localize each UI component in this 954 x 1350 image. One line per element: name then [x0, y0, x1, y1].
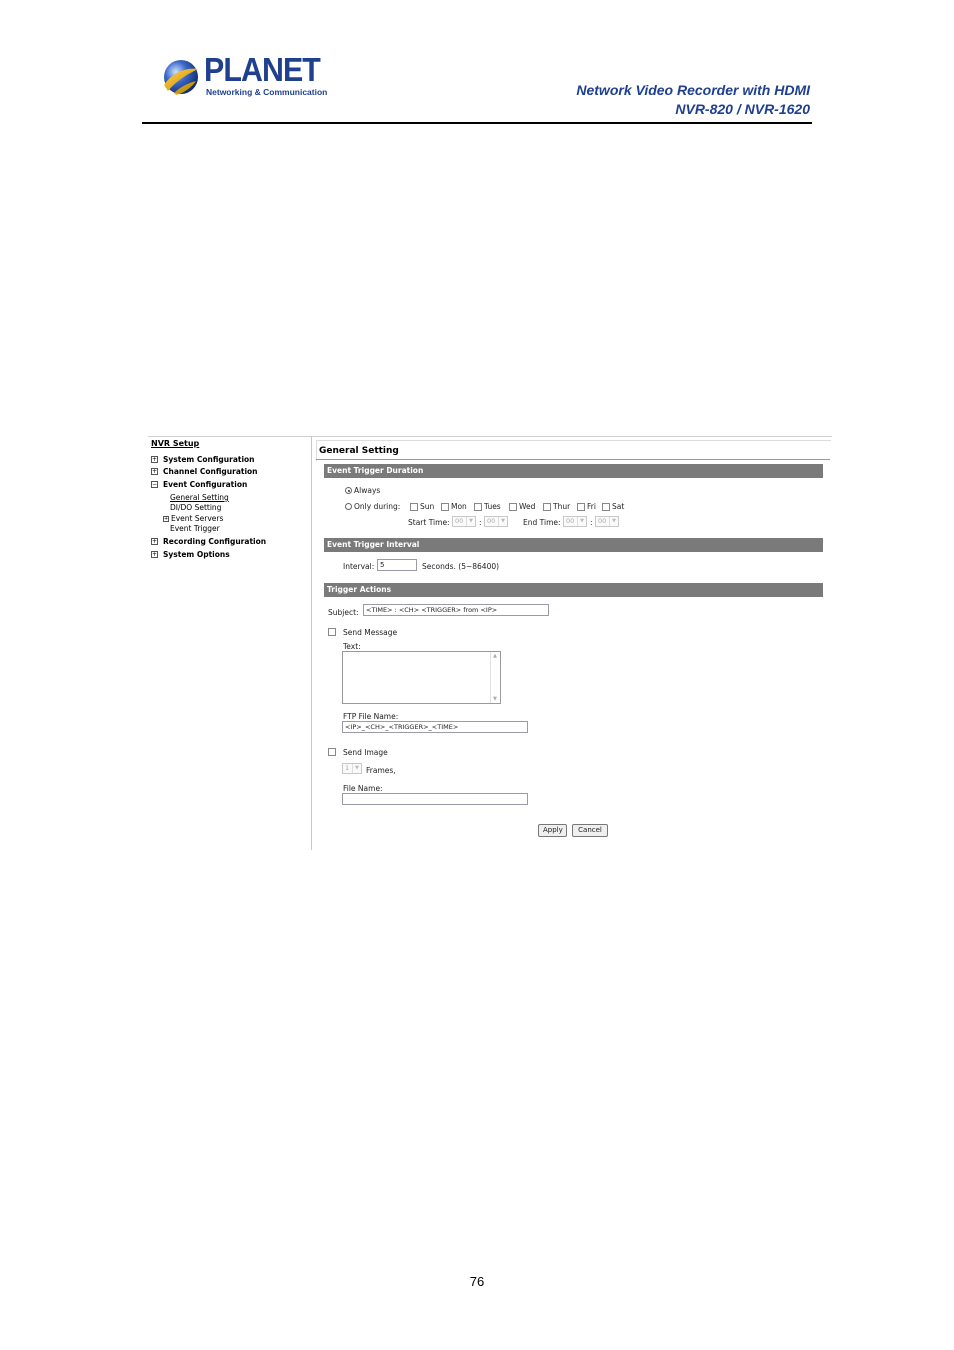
sidebar-item-label: System Options: [163, 550, 230, 559]
ftp-file-name-input[interactable]: <IP>_<CH>_<TRIGGER>_<TIME>: [342, 721, 528, 733]
end-minute-select[interactable]: 00 ▼: [595, 516, 619, 527]
day-checkbox-wed[interactable]: [509, 503, 517, 511]
logo-word: PLANET: [204, 51, 320, 88]
ftp-file-name-label: FTP File Name:: [343, 712, 399, 721]
sidebar-item-dido-setting[interactable]: DI/DO Setting: [170, 503, 222, 512]
frames-select[interactable]: 1 ▼: [342, 763, 362, 774]
sidebar-item-label: Event Configuration: [163, 480, 248, 489]
expand-icon[interactable]: +: [152, 456, 158, 463]
header-rule: [142, 122, 812, 124]
sidebar: [148, 436, 311, 852]
sidebar-item-event-servers[interactable]: [163, 514, 223, 523]
main-panel: [316, 436, 832, 852]
sidebar-divider: [311, 436, 312, 850]
send-image-label: Send Image: [343, 748, 388, 757]
cancel-button[interactable]: Cancel: [572, 824, 608, 837]
end-colon: :: [590, 518, 593, 527]
textarea-scrollbar[interactable]: [490, 652, 500, 703]
send-message-label: Send Message: [343, 628, 398, 637]
expand-icon[interactable]: +: [152, 551, 158, 558]
section-header-interval: Event Trigger Interval: [324, 538, 823, 552]
day-checkbox-thur[interactable]: [543, 503, 551, 511]
day-label-sat: Sat: [612, 502, 625, 511]
section-header-actions: Trigger Actions: [324, 583, 823, 597]
sidebar-item-event-trigger[interactable]: Event Trigger: [170, 524, 220, 533]
interval-unit: Seconds. (5~86400): [422, 562, 500, 571]
day-checkbox-sat[interactable]: [602, 503, 610, 511]
always-label: Always: [354, 486, 381, 495]
globe-icon: [160, 57, 200, 97]
day-label-wed: Wed: [519, 502, 536, 511]
start-hour-select[interactable]: 00 ▼: [452, 516, 476, 527]
file-name-input[interactable]: [342, 793, 528, 805]
text-label: Text:: [343, 642, 361, 651]
sidebar-item-system-configuration[interactable]: [151, 455, 255, 464]
interval-label: Interval:: [343, 562, 375, 571]
always-radio[interactable]: [345, 487, 352, 494]
chevron-down-icon: ▼: [609, 517, 618, 526]
page-title: General Setting: [319, 446, 399, 456]
start-minute-select[interactable]: 00 ▼: [484, 516, 508, 527]
expand-icon[interactable]: +: [152, 538, 158, 545]
day-label-fri: Fri: [587, 502, 596, 511]
sidebar-item-label: Event Servers: [171, 514, 224, 523]
chevron-down-icon: ▼: [466, 517, 475, 526]
apply-button[interactable]: Apply: [538, 824, 567, 837]
planet-logo: [160, 51, 328, 100]
expand-icon[interactable]: +: [152, 468, 158, 475]
expand-icon[interactable]: +: [164, 515, 169, 522]
start-colon: :: [479, 518, 482, 527]
sidebar-title-nvr-setup[interactable]: NVR Setup: [151, 439, 200, 448]
sidebar-item-label: Channel Configuration: [163, 467, 258, 476]
file-name-label: File Name:: [343, 784, 383, 793]
collapse-icon[interactable]: −: [152, 481, 158, 488]
day-label-sun: Sun: [420, 502, 435, 511]
day-label-tues: Tues: [484, 502, 501, 511]
nvr-setup-screenshot: [148, 436, 832, 852]
end-time-label: End Time:: [523, 518, 561, 527]
page-number: 76: [469, 1274, 485, 1289]
sidebar-item-general-setting[interactable]: General Setting: [170, 493, 229, 502]
day-checkbox-sun[interactable]: [410, 503, 418, 511]
subject-label: Subject:: [328, 608, 359, 617]
interval-input[interactable]: 5: [377, 559, 417, 571]
day-checkbox-tues[interactable]: [474, 503, 482, 511]
sidebar-item-recording-configuration[interactable]: [151, 537, 266, 546]
day-label-thur: Thur: [553, 502, 571, 511]
day-label-mon: Mon: [451, 502, 467, 511]
sidebar-item-system-options[interactable]: [151, 550, 230, 559]
start-time-label: Start Time:: [408, 518, 450, 527]
only-during-radio[interactable]: [345, 503, 352, 510]
subject-input[interactable]: <TIME> : <CH> <TRIGGER> from <IP>: [363, 604, 549, 616]
sidebar-item-label: Recording Configuration: [163, 537, 267, 546]
doc-title: Network Video Recorder with HDMI: [576, 82, 810, 98]
scroll-up-icon[interactable]: ▲: [493, 653, 497, 659]
chevron-down-icon: ▼: [352, 764, 361, 773]
doc-model: NVR-820 / NVR-1620: [675, 101, 810, 117]
message-textarea[interactable]: [342, 651, 501, 704]
day-checkbox-mon[interactable]: [441, 503, 449, 511]
sidebar-item-event-configuration[interactable]: [151, 480, 247, 489]
title-rule: [316, 459, 830, 460]
send-image-checkbox[interactable]: [328, 748, 336, 756]
sidebar-item-label: System Configuration: [163, 455, 255, 464]
scroll-down-icon[interactable]: ▼: [493, 696, 497, 702]
logo-subtext: Networking & Communication: [206, 87, 328, 97]
send-message-checkbox[interactable]: [328, 628, 336, 636]
day-checkbox-fri[interactable]: [577, 503, 585, 511]
only-during-label: Only during:: [354, 502, 401, 511]
chevron-down-icon: ▼: [577, 517, 586, 526]
sidebar-item-channel-configuration[interactable]: [151, 467, 258, 476]
frames-label: Frames,: [366, 766, 396, 775]
section-header-duration: Event Trigger Duration: [324, 464, 823, 478]
chevron-down-icon: ▼: [498, 517, 507, 526]
end-hour-select[interactable]: 00 ▼: [563, 516, 587, 527]
